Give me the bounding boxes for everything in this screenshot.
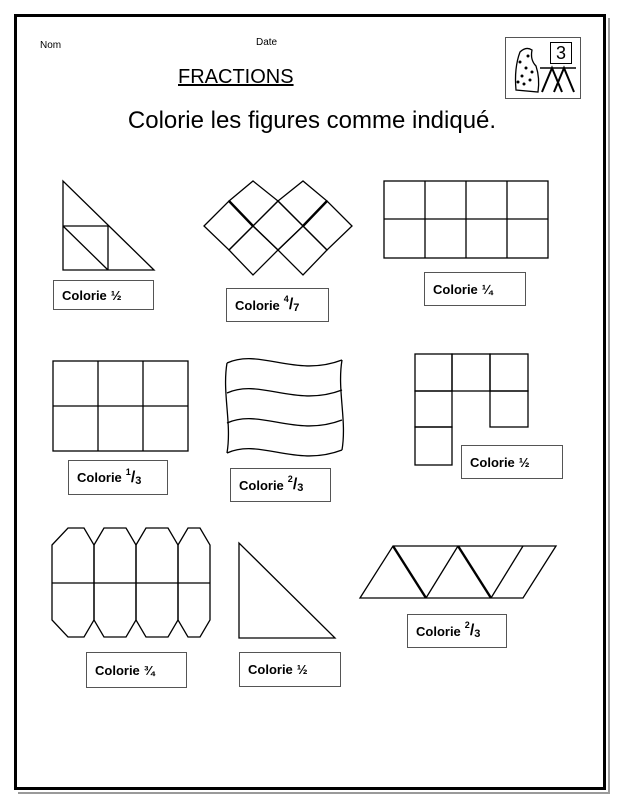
label-word: Colorie — [235, 297, 280, 313]
label-figure-8 — [239, 652, 341, 687]
label-figure-4: Colorie 1 / 3 — [68, 460, 168, 495]
figure-grid-thirds — [53, 361, 188, 451]
grade-number: 3 — [550, 42, 572, 64]
label-fraction: ¾ — [143, 662, 155, 678]
instruction-text: Colorie les figures comme indiqué. — [127, 107, 497, 134]
label-figure-2: Colorie 4 / 7 — [226, 288, 329, 322]
label-word: Colorie — [416, 623, 461, 639]
label-figure-7 — [86, 652, 187, 688]
label-figure-3 — [424, 272, 526, 306]
date-label: Date — [256, 37, 278, 48]
label-fraction: ¼ — [481, 281, 493, 297]
figure-grid-quarters — [384, 181, 548, 258]
label-word: Colorie — [470, 454, 515, 470]
label-word: Colorie — [62, 287, 107, 303]
label-figure-1 — [53, 280, 154, 310]
label-word: Colorie — [77, 470, 122, 485]
label-denominator: 3 — [135, 474, 142, 487]
figure-triangle-halves — [63, 181, 154, 270]
figure-right-triangle — [239, 543, 335, 638]
figure-hexagon-strip — [52, 528, 210, 637]
label-figure-5: Colorie 2 / 3 — [230, 468, 331, 502]
label-word: Colorie — [433, 281, 478, 297]
label-word: Colorie — [239, 477, 284, 493]
figure-triangle-band — [360, 546, 556, 598]
figure-wavy-flag — [226, 359, 344, 456]
label-numerator: 1 — [125, 466, 131, 477]
label-word: Colorie — [95, 662, 140, 678]
name-label: Nom — [40, 40, 62, 51]
label-figure-9: Colorie 2 / 3 — [407, 614, 507, 648]
label-numerator: 2 — [287, 474, 293, 484]
page-title: FRACTIONS — [178, 66, 294, 88]
label-fraction: ½ — [296, 662, 308, 677]
label-fraction: ½ — [110, 287, 122, 303]
label-denominator: 7 — [293, 302, 300, 314]
label-fraction: ½ — [518, 454, 530, 470]
label-denominator: 3 — [474, 628, 481, 640]
label-numerator: 2 — [464, 620, 470, 630]
label-numerator: 4 — [283, 294, 289, 304]
figure-diamond-sevenths — [204, 181, 352, 275]
label-figure-6 — [461, 445, 563, 479]
label-word: Colorie — [248, 662, 293, 677]
label-denominator: 3 — [297, 482, 304, 494]
